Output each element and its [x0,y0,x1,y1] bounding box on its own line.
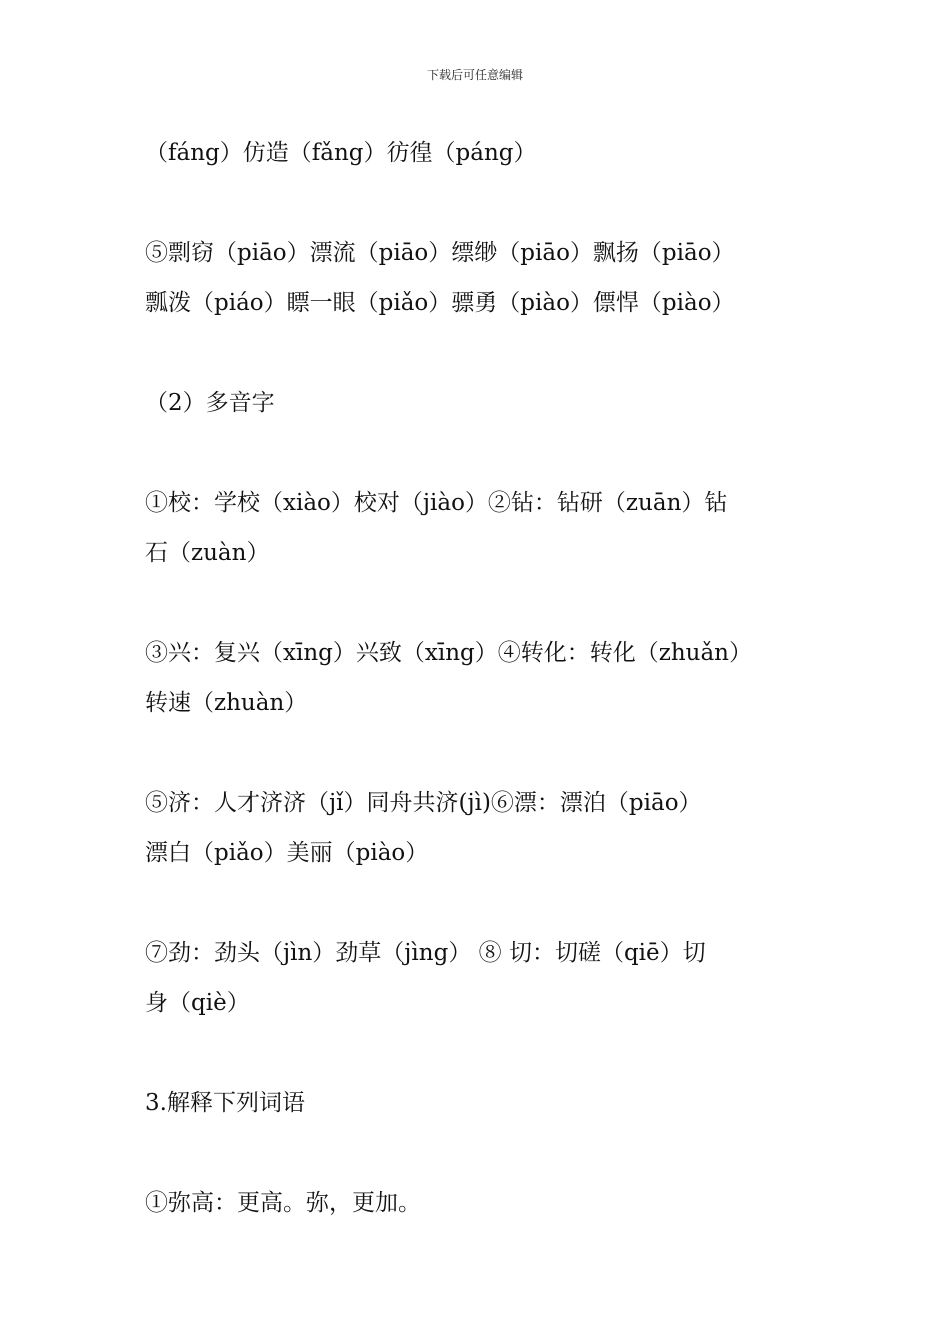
paragraph-gap [145,728,815,778]
section-heading-polyphonic: （2）多音字 [145,390,275,416]
paragraph-polyphonic-3-4: ③兴：复兴（xīng）兴致（xīng）④转化：转化（zhuǎn） 转速（zhuàn） [145,640,752,716]
paragraph-gap [145,1028,815,1078]
paragraph-gap [145,428,815,478]
paragraph-explain-1: ①弥高：更高。弥，更加。 [145,1190,421,1216]
document-body [145,128,815,1228]
paragraph-gap [145,578,815,628]
paragraph-gap [145,1128,815,1178]
paragraph-polyphonic-1-2: ①校：学校（xiào）校对（jiào）②钻：钻研（zuān）钻 石（zuàn） [145,490,728,566]
paragraph-polyphonic-7-8: ⑦劲：劲头（jìn）劲草（jìng） ⑧ 切：切磋（qiē）切 身（qiè） [145,940,706,1016]
page-header: 下载后可任意编辑 [426,68,523,82]
paragraph-gap [145,178,815,228]
paragraph-pinyin-piao: ⑤剽窃（piāo）漂流（piāo）缥缈（piāo）飘扬（piāo） 瓢泼（piáo）瞟一眼（piǎo）骠勇（piào）僄悍（piào） [145,240,735,316]
paragraph-polyphonic-5-6: ⑤济：人才济济（jǐ）同舟共济(jì)⑥漂：漂泊（piāo） 漂白（piǎo）美丽（piào） [145,790,702,866]
section-heading-explain-words: 3.解释下列词语 [145,1090,305,1116]
paragraph-pinyin-fang: （fáng）仿造（fǎng）彷徨（páng） [145,140,537,166]
paragraph-gap [145,878,815,928]
paragraph-gap [145,328,815,378]
